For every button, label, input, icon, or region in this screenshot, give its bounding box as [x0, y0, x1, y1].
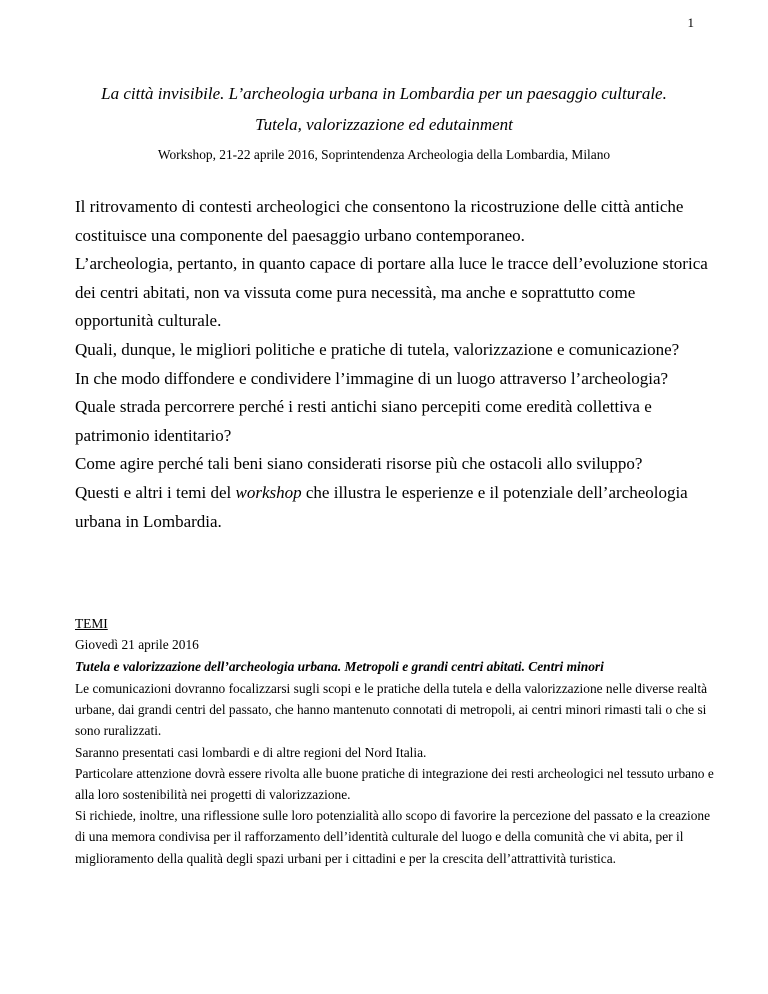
section-paragraph: Saranno presentati casi lombardi e di altre regioni del Nord Italia.	[75, 744, 427, 760]
intro-paragraph: In che modo diffondere e condividere l’immagine di un luogo attraverso l’archeologia?	[75, 368, 669, 388]
section-title: Tutela e valorizzazione dell’archeologia urbana. Metropoli e grandi centri abitati. Centri minori	[75, 659, 604, 674]
day-date: Giovedì 21 aprile 2016	[75, 637, 199, 652]
page-number: 1	[687, 15, 694, 30]
section-paragraph: Le comunicazioni dovranno focalizzarsi sugli scopi e le pratiche della tutela e della valorizzazione nelle diverse realtà urbane, dai grandi centri del passato, che hanno mantenuto connotati di metropoli, ai centri minori rimasti tali o che si sono ruralizzati.	[75, 681, 708, 739]
section-body	[75, 678, 715, 869]
temi-heading: TEMI	[75, 616, 108, 631]
section-paragraph: Si richiede, inoltre, una riflessione sulle loro potenzialità allo scopo di favorire la percezione del passato e la creazione di una memora condivisa per il rafforzamento dell’identità culturale del luogo e della comunità che vi abita, per il miglioramento della qualità degli spazi urbani per i cittadini e per la crescita dell’attrattività turistica.	[75, 808, 711, 866]
workshop-info: Workshop, 21-22 aprile 2016, Soprintendenza Archeologia della Lombardia, Milano	[157, 147, 611, 162]
intro-paragraph: Il ritrovamento di contesti archeologici che consentono la ricostruzione delle città antiche costituisce una componente del paesaggio urbano contemporaneo.	[75, 197, 684, 245]
intro-text	[75, 193, 715, 536]
document-subtitle-italic: Tutela, valorizzazione ed edutainment	[255, 115, 513, 134]
intro-paragraph: L’archeologia, pertanto, in quanto capace di portare alla luce le tracce dell’evoluzione storica dei centri abitati, non va vissuta come pura necessità, ma anche e soprattutto come opportunità culturale.	[75, 254, 708, 331]
section-paragraph: Particolare attenzione dovrà essere rivolta alle buone pratiche di integrazione dei resti archeologici nel tessuto urbano e alla loro sostenibilità nei progetti di valorizzazione.	[75, 765, 714, 803]
intro-text-run: che illustra le esperienze e il potenziale dell’archeologia urbana in Lombardia.	[75, 482, 688, 531]
document-title: La città invisibile. L’archeologia urbana in Lombardia per un paesaggio culturale.	[101, 84, 667, 103]
intro-paragraph: Quale strada percorrere perché i resti antichi siano percepiti come eredità collettiva e patrimonio identitario?	[75, 397, 652, 445]
intro-paragraph	[75, 479, 715, 536]
intro-paragraph: Come agire perché tali beni siano considerati risorse più che ostacoli allo sviluppo?	[75, 454, 643, 474]
intro-text-run: Questi e altri i temi del	[75, 482, 236, 502]
intro-paragraph: Quali, dunque, le migliori politiche e pratiche di tutela, valorizzazione e comunicazione?	[75, 339, 680, 359]
intro-italic-word: workshop	[235, 482, 302, 502]
